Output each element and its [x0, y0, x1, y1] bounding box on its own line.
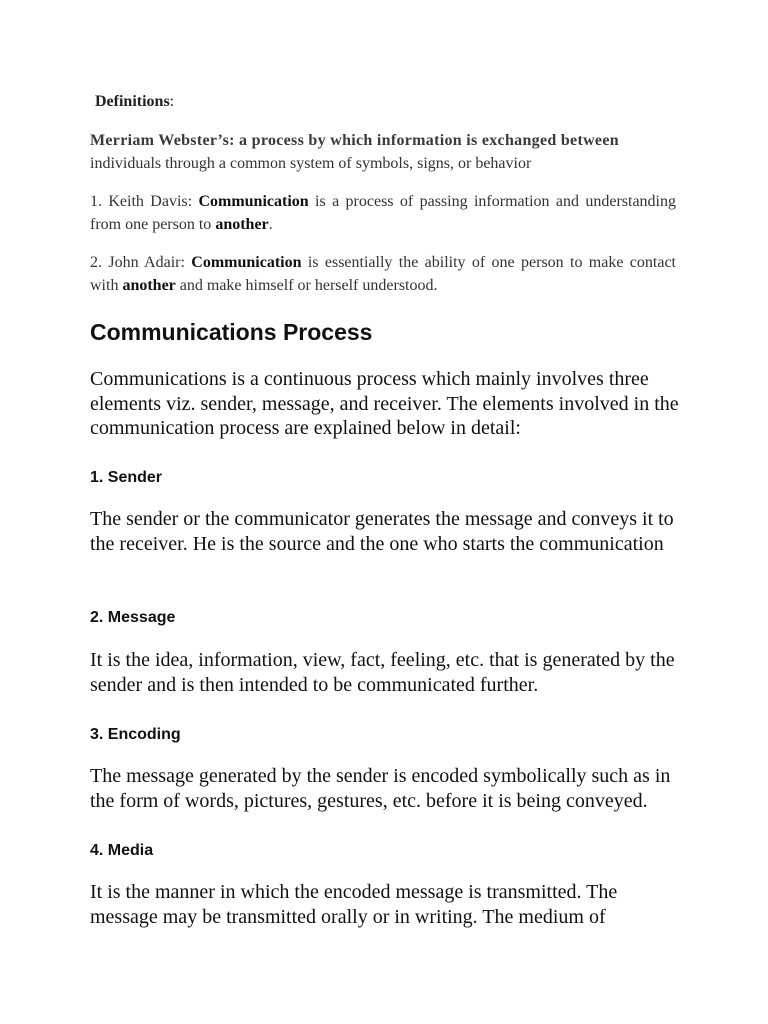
definition-adair-middle: is essentially the ability of one person to make contact with: [90, 254, 677, 294]
section-title: Communications Process: [90, 319, 373, 345]
definition-john-adair: [90, 251, 676, 297]
definition-keith-davis: [90, 190, 676, 236]
sender-paragraph: The sender or the communicator generates the message and conveys it to the receiver. He is the source and the one who starts the communication: [90, 508, 674, 555]
definition-davis-end: .: [268, 216, 273, 233]
section-intro-paragraph: Communications is a continuous process which mainly involves three elements viz. sender, message, and receiver. The elements involved in the communication process are explained below in detail:: [90, 368, 679, 439]
definition-davis-term: Communication: [198, 193, 309, 210]
definitions-heading-text: Definitions: [95, 93, 170, 110]
definition-davis-middle: is a process of passing information and understanding from one person to: [90, 193, 677, 233]
definition-davis-bold-end: another: [215, 216, 269, 233]
media-heading: 4. Media: [90, 842, 154, 859]
definition-davis-prefix: 1. Keith Davis:: [90, 193, 199, 210]
definition-adair-prefix: 2. John Adair:: [90, 254, 192, 271]
definition-adair-end: and make himself or herself understood.: [175, 277, 438, 294]
definition-adair-bold-mid: another: [122, 277, 176, 294]
definition-merriam-webster: [90, 129, 676, 175]
sender-heading: 1. Sender: [90, 469, 163, 486]
definition-merriam-lead: Merriam Webster’s: a process by which information is exchanged between: [90, 132, 619, 149]
message-heading: 2. Message: [90, 609, 176, 626]
definitions-heading: [95, 92, 174, 112]
message-paragraph: It is the idea, information, view, fact, feeling, etc. that is generated by the sender and is then intended to be communicated further.: [90, 649, 675, 696]
encoding-heading: 3. Encoding: [90, 726, 181, 743]
encoding-paragraph: The message generated by the sender is encoded symbolically such as in the form of words, pictures, gestures, etc. before it is being conveyed.: [90, 765, 671, 812]
definition-adair-term: Communication: [191, 254, 302, 271]
definition-merriam-rest: individuals through a common system of symbols, signs, or behavior: [90, 155, 532, 172]
definitions-heading-colon: :: [169, 93, 175, 110]
media-paragraph: It is the manner in which the encoded message is transmitted. The message may be transmitted orally or in writing. The medium of: [90, 881, 618, 928]
